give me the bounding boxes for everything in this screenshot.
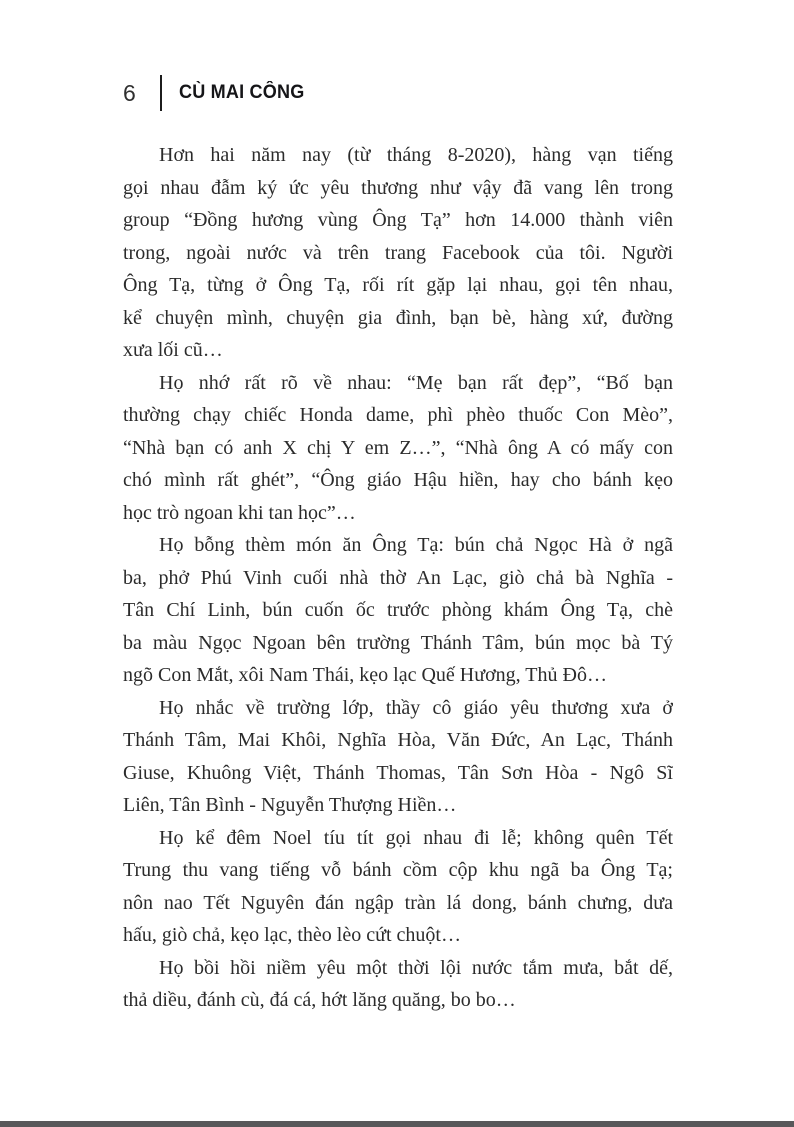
page-number: 6 [123, 80, 136, 106]
body-text-block [123, 139, 673, 1017]
paragraph-1-line: kể chuyện mình, chuyện gia đình, bạn bè, hàng xứ, đường [123, 306, 673, 329]
paragraph-1-line: Hơn hai năm nay (từ tháng 8-2020), hàng vạn tiếng [159, 144, 673, 166]
paragraph-4-line: Thánh Tâm, Mai Khôi, Nghĩa Hòa, Văn Đức, An Lạc, Thánh [123, 729, 673, 751]
paragraph-1-line: Ông Tạ, từng ở Ông Tạ, rối rít gặp lại nhau, gọi tên nhau, [123, 274, 673, 296]
paragraph-4-line: Giuse, Khuông Việt, Thánh Thomas, Tân Sơn Hòa - Ngô Sĩ [123, 761, 673, 784]
paragraph-5-line: Trung thu vang tiếng vỗ bánh cồm cộp khu ngã ba Ông Tạ; [123, 859, 673, 881]
paragraph-2-line: “Nhà bạn có anh X chị Y em Z…”, “Nhà ông A có mấy con [123, 436, 673, 459]
paragraph-1-line: xưa lối cũ… [123, 339, 223, 361]
paragraph-3-line: Họ bỗng thèm món ăn Ông Tạ: bún chả Ngọc Hà ở ngã [159, 534, 673, 556]
paragraph-3-line: ba, phở Phú Vinh cuối nhà thờ An Lạc, giò chả bà Nghĩa - [123, 566, 673, 589]
paragraph-3-line: Tân Chí Linh, bún cuốn ốc trước phòng khám Ông Tạ, chè [123, 599, 673, 621]
paragraph-5-line: nôn nao Tết Nguyên đán ngập tràn lá dong, bánh chưng, dưa [123, 891, 673, 914]
paragraph-1-line: gọi nhau đẫm ký ức yêu thương như vậy đã vang lên trong [123, 176, 673, 199]
paragraph-2-line: Họ nhớ rất rõ về nhau: “Mẹ bạn rất đẹp”, “Bố bạn [159, 371, 673, 394]
paragraph-2-line: học trò ngoan khi tan học”… [123, 501, 356, 524]
paragraph-5-line: hấu, giò chả, kẹo lạc, thèo lèo cứt chuột… [123, 924, 461, 946]
paragraph-4-line: Liên, Tân Bình - Nguyễn Thượng Hiền… [123, 794, 457, 816]
paragraph-2-line: chó mình rất ghét”, “Ông giáo Hậu hiền, hay cho bánh kẹo [123, 469, 673, 491]
paragraph-4-line: Họ nhắc về trường lớp, thầy cô giáo yêu thương xưa ở [159, 696, 673, 719]
paragraph-3-line: ngõ Con Mắt, xôi Nam Thái, kẹo lạc Quế Hương, Thủ Đô… [123, 664, 607, 686]
footer-bar [0, 1121, 794, 1127]
paragraph-1-line: group “Đồng hương vùng Ông Tạ” hơn 14.000 thành viên [123, 209, 673, 231]
paragraph-3-line: ba màu Ngọc Ngoan bên trường Thánh Tâm, bún mọc bà Tý [123, 631, 673, 654]
paragraph-6-line: thả diều, đánh cù, đá cá, hớt lăng quăng, bo bo… [123, 989, 516, 1011]
paragraph-2-line: thường chạy chiếc Honda dame, phì phèo thuốc Con Mèo”, [123, 404, 673, 426]
paragraph-1-line: trong, ngoài nước và trên trang Facebook của tôi. Người [123, 241, 673, 264]
paragraph-6-line: Họ bồi hồi niềm yêu một thời lội nước tắm mưa, bắt dế, [159, 956, 673, 979]
header-divider [160, 75, 162, 111]
paragraph-5-line: Họ kể đêm Noel tíu tít gọi nhau đi lễ; không quên Tết [159, 826, 673, 849]
running-header [123, 74, 311, 112]
running-head-title: CÙ MAI CÔNG [179, 82, 305, 103]
